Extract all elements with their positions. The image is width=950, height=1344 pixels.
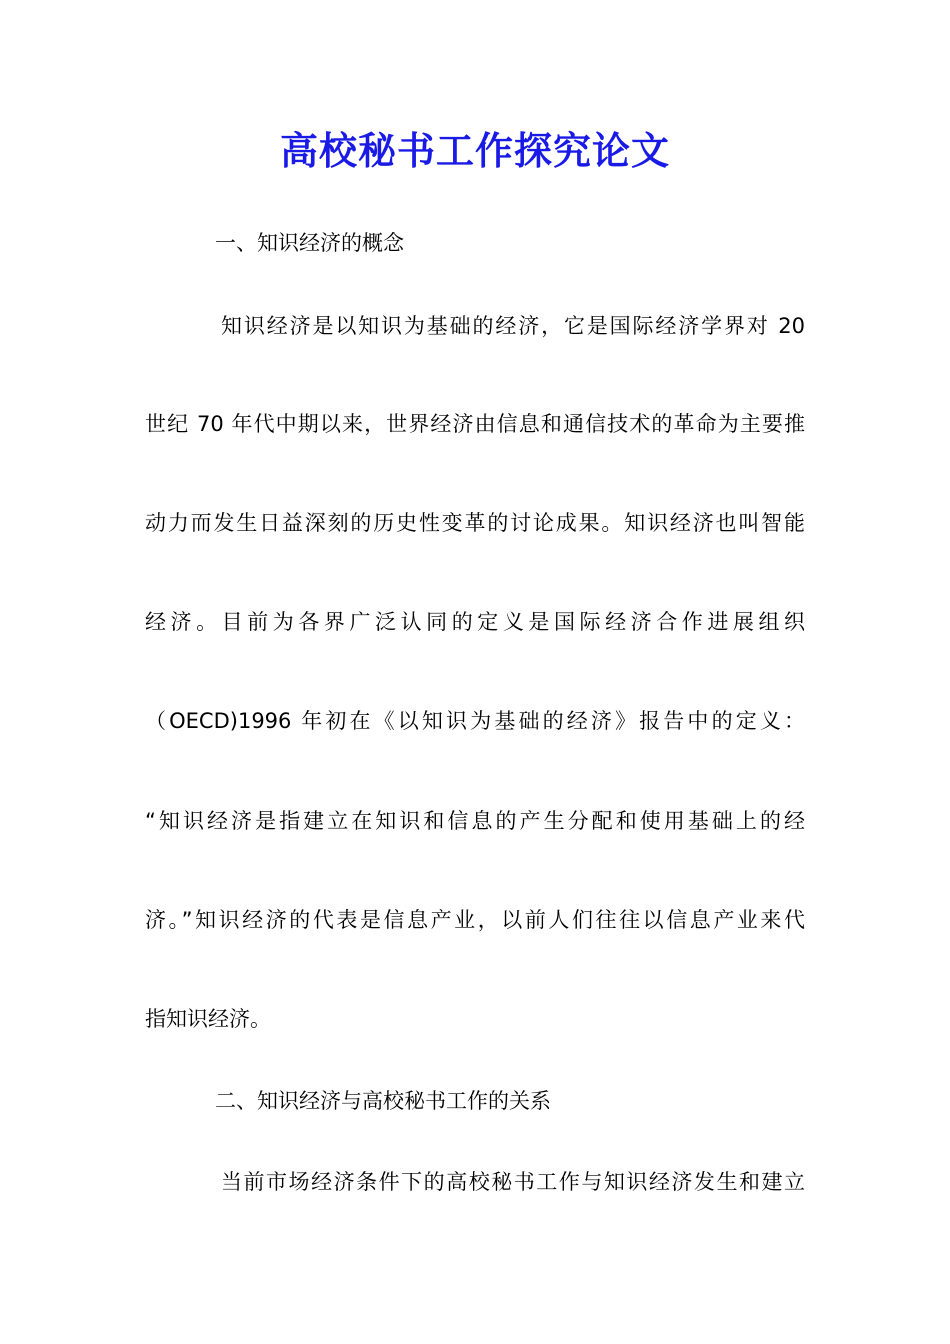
section-heading-2: 二、知识经济与高校秘书工作的关系 [215,1089,551,1113]
paragraph-1-line-6: “知识经济是指建立在知识和信息的产生分配和使用基础上的经 [145,809,805,833]
document-title: 高校秘书工作探究论文 [279,128,670,173]
paragraph-1-line-7: 济。”知识经济的代表是信息产业，以前人们往往以信息产业来代 [145,908,805,932]
paragraph-1-line-4: 经济。目前为各界广泛认同的定义是国际经济合作进展组织 [145,610,805,634]
paragraph-2-line-1: 当前市场经济条件下的高校秘书工作与知识经济发生和建立 [221,1170,805,1194]
section-heading-1: 一、知识经济的概念 [215,231,404,255]
paragraph-1-line-8: 指知识经济。 [145,1007,271,1031]
paragraph-1-line-3: 动力而发生日益深刻的历史性变革的讨论成果。知识经济也叫智能 [145,511,805,535]
paragraph-1-line-1: 知识经济是以知识为基础的经济，它是国际经济学界对 20 [221,314,805,338]
paragraph-1-line-2: 世纪 70 年代中期以来，世界经济由信息和通信技术的革命为主要推 [145,412,805,436]
paragraph-1-line-5: （OECD)1996 年初在《以知识为基础的经济》报告中的定义： [145,709,805,733]
